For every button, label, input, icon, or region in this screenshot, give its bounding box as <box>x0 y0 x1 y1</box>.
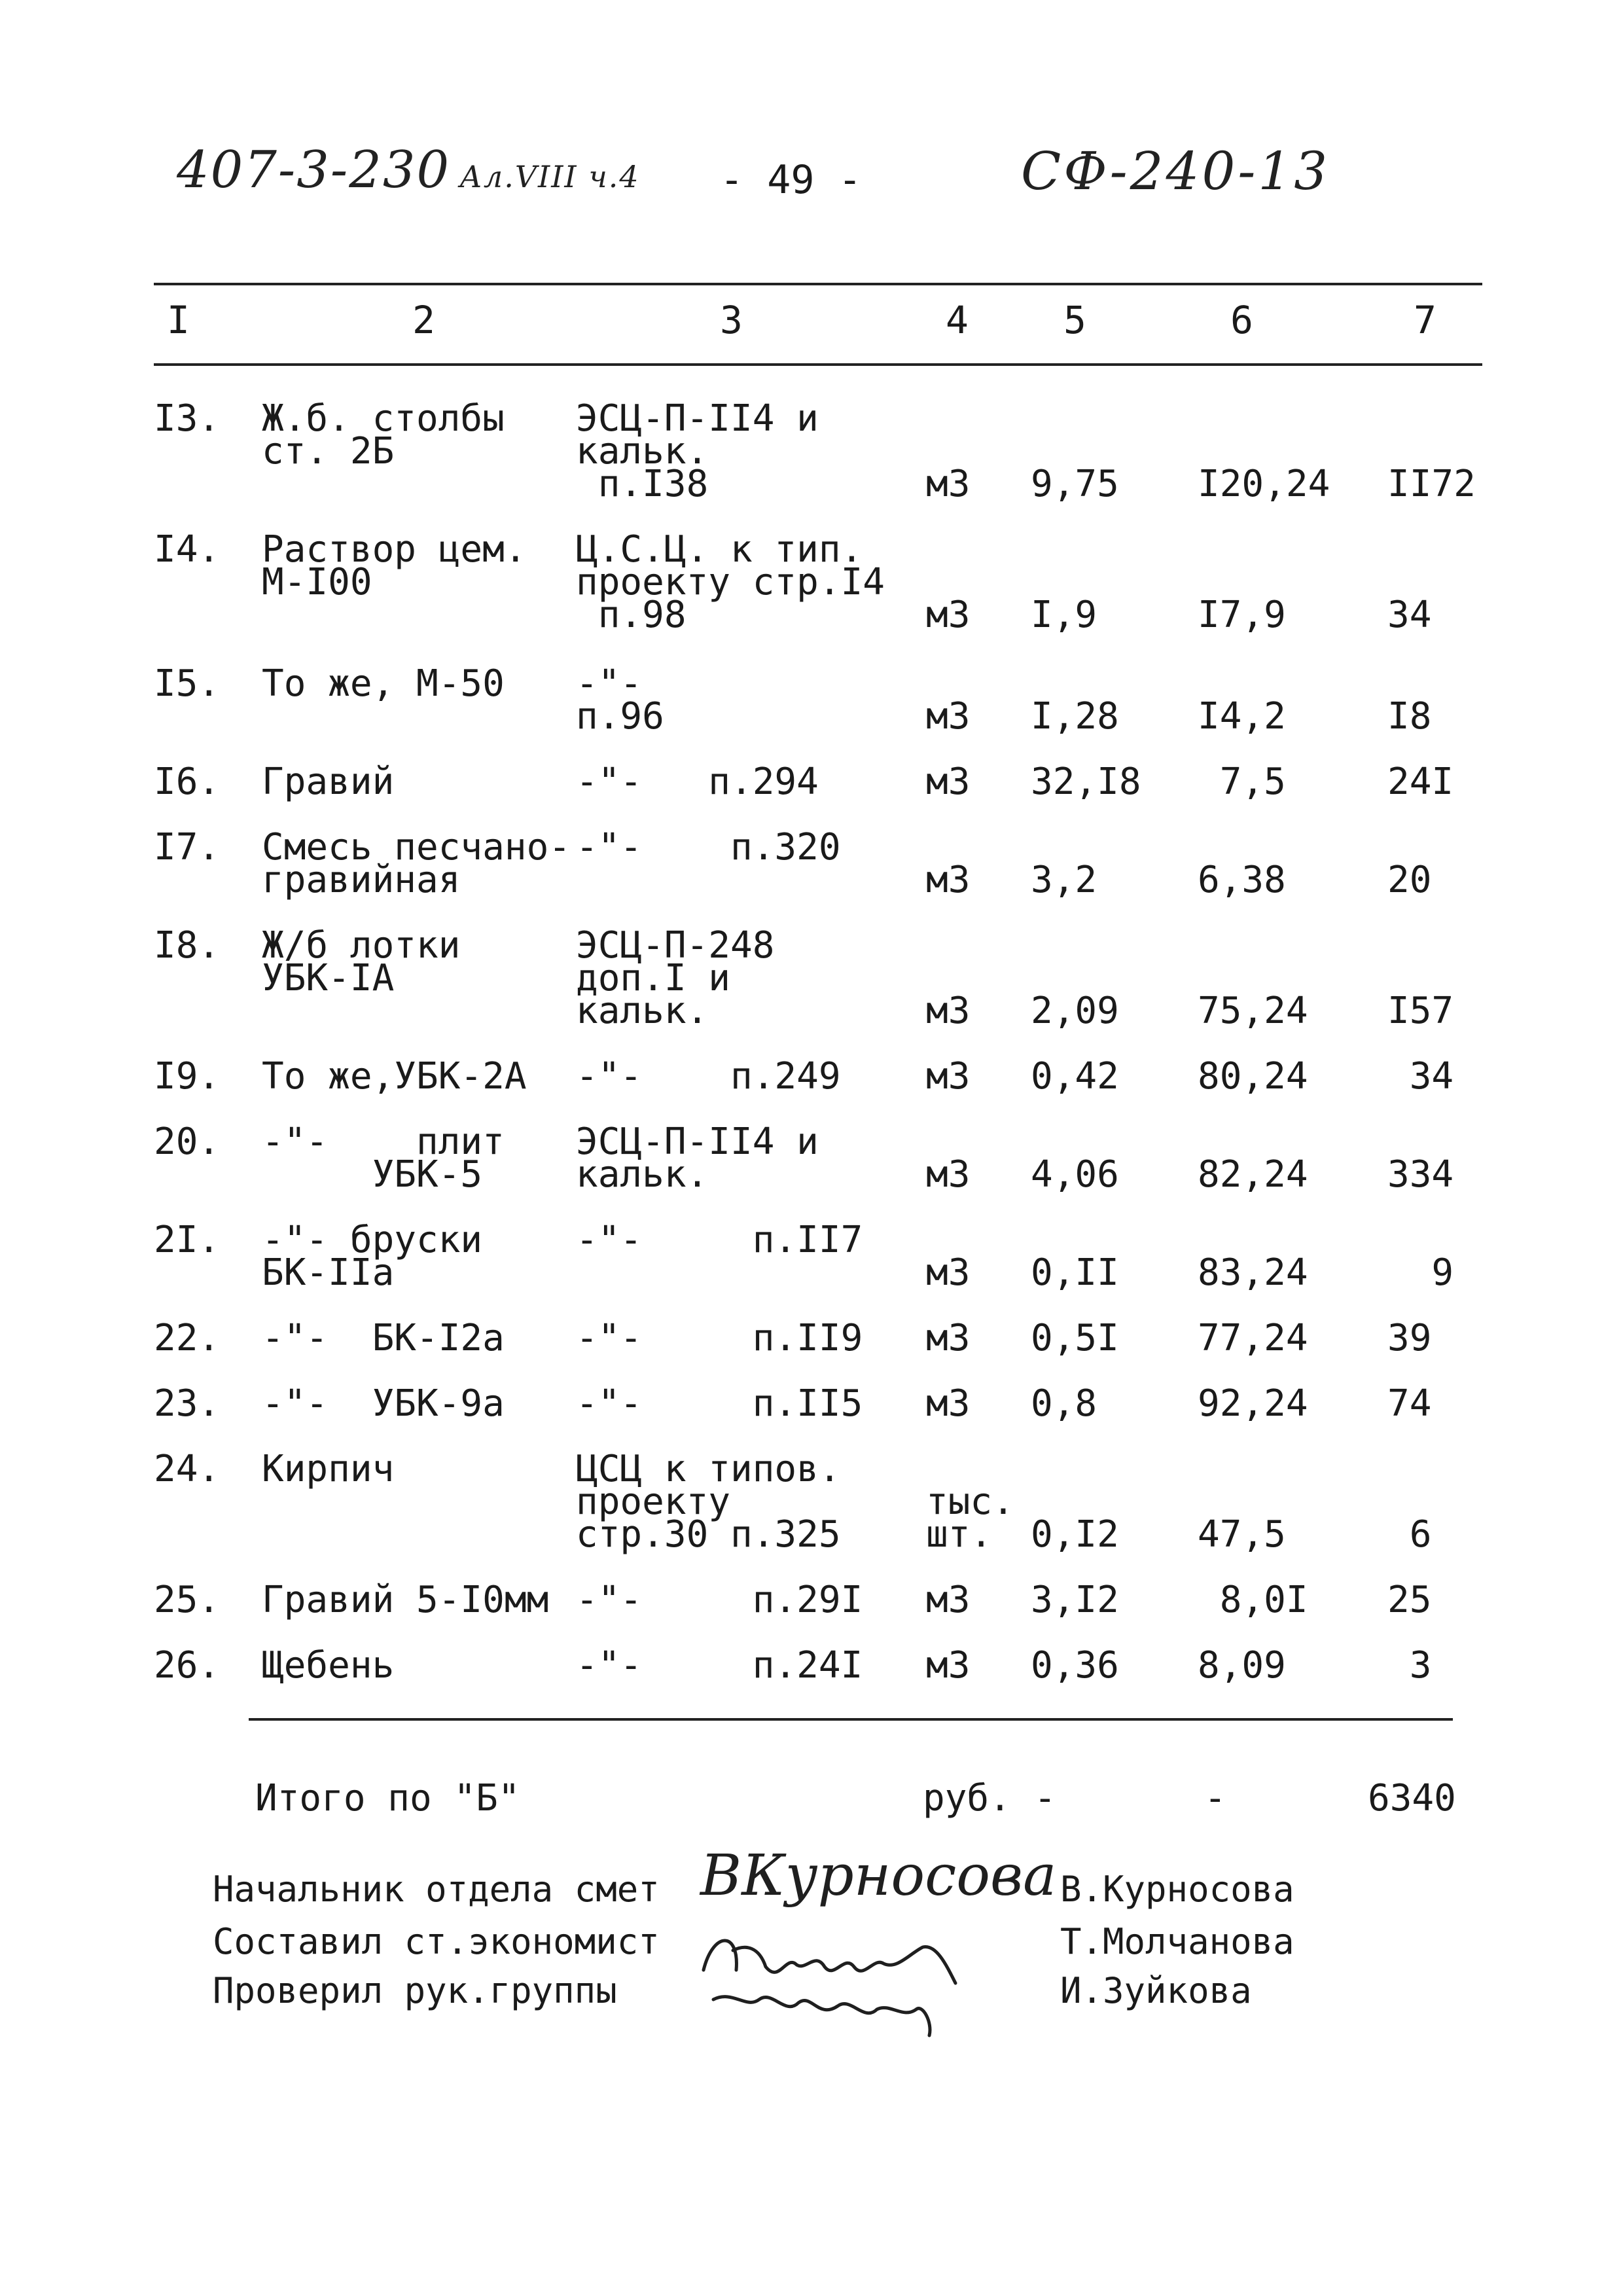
item-name: Раствор цем. <box>262 528 527 571</box>
row-number: 2I. <box>154 1219 221 1261</box>
column-number: 3 <box>720 298 743 342</box>
page-number: - 49 - <box>720 157 862 203</box>
unit-price: 77,24 <box>1198 1317 1308 1359</box>
price-reference: -"- п.II5 <box>576 1382 863 1425</box>
total-qty: - <box>1034 1777 1056 1820</box>
header-bottom-rule <box>154 363 1482 366</box>
price-reference: Ц.С.Ц. к тип. <box>576 528 863 571</box>
column-number: I <box>167 298 190 342</box>
item-name: То же,УБК-2А <box>262 1055 527 1098</box>
signature-name: Т.Молчанова <box>1060 1921 1294 1962</box>
quantity: I,9 <box>1031 594 1097 636</box>
price-reference: ЦСЦ к типов. <box>576 1448 841 1490</box>
total-cost: I57 <box>1387 990 1454 1032</box>
document-part: Ал.VIII ч.4 <box>459 159 640 194</box>
unit: м3 <box>926 1153 971 1196</box>
quantity: 3,I2 <box>1031 1579 1119 1621</box>
item-name: -"- УБК-9а <box>262 1382 505 1425</box>
unit: м3 <box>926 463 971 505</box>
total-unit: руб. <box>923 1777 1011 1820</box>
price-reference: п.I38 <box>576 463 709 505</box>
quantity: 9,75 <box>1031 463 1119 505</box>
price-reference: -"- <box>576 662 643 705</box>
item-name: БК-IIа <box>262 1251 395 1294</box>
price-reference: ЭСЦ-П-II4 и <box>576 397 819 440</box>
price-reference: -"- п.320 <box>576 826 841 869</box>
item-name: -"- БК-I2а <box>262 1317 505 1359</box>
price-reference: стр.30 п.325 <box>576 1513 841 1556</box>
item-name: гравийная <box>262 859 461 901</box>
column-number: 2 <box>412 298 435 342</box>
quantity: 4,06 <box>1031 1153 1119 1196</box>
unit: м3 <box>926 594 971 636</box>
row-number: I5. <box>154 662 221 705</box>
row-number: I3. <box>154 397 221 440</box>
unit-price: 8,0I <box>1198 1579 1308 1621</box>
quantity: 2,09 <box>1031 990 1119 1032</box>
document-code-number: 407-3-230 <box>177 141 451 200</box>
price-reference: ЭСЦ-П-248 <box>576 924 775 967</box>
unit-price: 75,24 <box>1198 990 1308 1032</box>
unit: м3 <box>926 695 971 738</box>
total-cost: 6 <box>1387 1513 1432 1556</box>
price-reference: -"- п.II9 <box>576 1317 863 1359</box>
unit-price: 7,5 <box>1198 761 1286 803</box>
row-number: I8. <box>154 924 221 967</box>
total-cost: 20 <box>1387 859 1432 901</box>
quantity: 0,42 <box>1031 1055 1119 1098</box>
unit-price: 47,5 <box>1198 1513 1286 1556</box>
row-number: I6. <box>154 761 221 803</box>
unit-price: 8,09 <box>1198 1644 1286 1687</box>
total-cost: 25 <box>1387 1579 1432 1621</box>
unit-price: I7,9 <box>1198 594 1286 636</box>
unit-price: I20,24 <box>1198 463 1330 505</box>
total-cost: 34 <box>1387 1055 1454 1098</box>
price-reference: -"- п.II7 <box>576 1219 863 1261</box>
row-number: 23. <box>154 1382 221 1425</box>
item-name: Гравий <box>262 761 395 803</box>
price-reference: -"- п.24I <box>576 1644 863 1687</box>
total-cost: 34 <box>1387 594 1432 636</box>
price-reference: п.96 <box>576 695 664 738</box>
unit-price: I4,2 <box>1198 695 1286 738</box>
total-cost: 39 <box>1387 1317 1432 1359</box>
price-reference: -"- п.294 <box>576 761 819 803</box>
signature-role: Проверил рук.группы <box>213 1970 617 2011</box>
item-name: То же, М-50 <box>262 662 505 705</box>
price-reference: -"- п.29I <box>576 1579 863 1621</box>
quantity: 0,5I <box>1031 1317 1119 1359</box>
price-reference: ЭСЦ-П-II4 и <box>576 1121 819 1163</box>
total-cost: 9 <box>1387 1251 1454 1294</box>
unit: м3 <box>926 859 971 901</box>
item-name: ст. 2Б <box>262 430 395 473</box>
unit-price: 82,24 <box>1198 1153 1308 1196</box>
unit-price: 92,24 <box>1198 1382 1308 1425</box>
price-reference: -"- п.249 <box>576 1055 841 1098</box>
unit: шт. <box>926 1513 993 1556</box>
item-name: УБК-IА <box>262 957 395 999</box>
total-cost: I8 <box>1387 695 1432 738</box>
item-name: УБК-5 <box>262 1153 483 1196</box>
table-top-rule <box>154 283 1482 285</box>
row-number: 24. <box>154 1448 221 1490</box>
unit: м3 <box>926 1251 971 1294</box>
quantity: 3,2 <box>1031 859 1097 901</box>
row-number: 22. <box>154 1317 221 1359</box>
price-reference: кальк. <box>576 990 709 1032</box>
total-value: 6340 <box>1368 1777 1456 1820</box>
price-reference: проекту <box>576 1480 731 1523</box>
column-number: 6 <box>1230 298 1253 342</box>
item-name: М-I00 <box>262 561 372 603</box>
unit: м3 <box>926 1579 971 1621</box>
quantity: 0,I2 <box>1031 1513 1119 1556</box>
quantity: 0,8 <box>1031 1382 1097 1425</box>
item-name: Ж/б лотки <box>262 924 461 967</box>
price-reference: доп.I и <box>576 957 731 999</box>
unit: м3 <box>926 1382 971 1425</box>
signature-role: Начальник отдела смет <box>213 1869 660 1910</box>
unit: м3 <box>926 1055 971 1098</box>
handwritten-signatures <box>687 1833 1093 2049</box>
signature-role: Составил ст.экономист <box>213 1921 660 1962</box>
total-rule <box>249 1718 1453 1721</box>
item-name: Ж.б. столбы <box>262 397 505 440</box>
row-number: 25. <box>154 1579 221 1621</box>
total-cost: 3 <box>1387 1644 1432 1687</box>
quantity: I,28 <box>1031 695 1119 738</box>
item-name: -"- плит <box>262 1121 505 1163</box>
total-cost: 334 <box>1387 1153 1454 1196</box>
total-price: - <box>1204 1777 1226 1820</box>
signature-name: И.Зуйкова <box>1060 1970 1252 2011</box>
unit-price: 80,24 <box>1198 1055 1308 1098</box>
unit-price: 6,38 <box>1198 859 1286 901</box>
column-number: 5 <box>1063 298 1086 342</box>
price-reference: кальк. <box>576 430 709 473</box>
row-number: I4. <box>154 528 221 571</box>
column-number: 7 <box>1414 298 1436 342</box>
row-number: I9. <box>154 1055 221 1098</box>
signature-name: В.Курносова <box>1060 1869 1294 1910</box>
unit: м3 <box>926 761 971 803</box>
total-cost: II72 <box>1387 463 1476 505</box>
total-label: Итого по "Б" <box>255 1777 520 1820</box>
total-cost: 24I <box>1387 761 1454 803</box>
item-name: -"- бруски <box>262 1219 483 1261</box>
price-reference: кальк. <box>576 1153 709 1196</box>
unit: м3 <box>926 990 971 1032</box>
unit: м3 <box>926 1644 971 1687</box>
quantity: 0,II <box>1031 1251 1119 1294</box>
sheet-code: СФ-240-13 <box>1021 141 1330 202</box>
column-number: 4 <box>946 298 969 342</box>
price-reference: п.98 <box>576 594 687 636</box>
column-numbers-header <box>0 298 1623 350</box>
item-name: Смесь песчано- <box>262 826 571 869</box>
unit: тыс. <box>926 1480 1014 1523</box>
row-number: 26. <box>154 1644 221 1687</box>
row-number: I7. <box>154 826 221 869</box>
unit: м3 <box>926 1317 971 1359</box>
quantity: 0,36 <box>1031 1644 1119 1687</box>
item-name: Щебень <box>262 1644 395 1687</box>
document-code <box>177 141 640 200</box>
quantity: 32,I8 <box>1031 761 1141 803</box>
signature-kurnosova: ВКурносова <box>700 1843 1057 1909</box>
item-name: Гравий 5-I0мм <box>262 1579 549 1621</box>
row-number: 20. <box>154 1121 221 1163</box>
unit-price: 83,24 <box>1198 1251 1308 1294</box>
price-reference: проекту стр.I4 <box>576 561 885 603</box>
total-cost: 74 <box>1387 1382 1432 1425</box>
item-name: Кирпич <box>262 1448 395 1490</box>
